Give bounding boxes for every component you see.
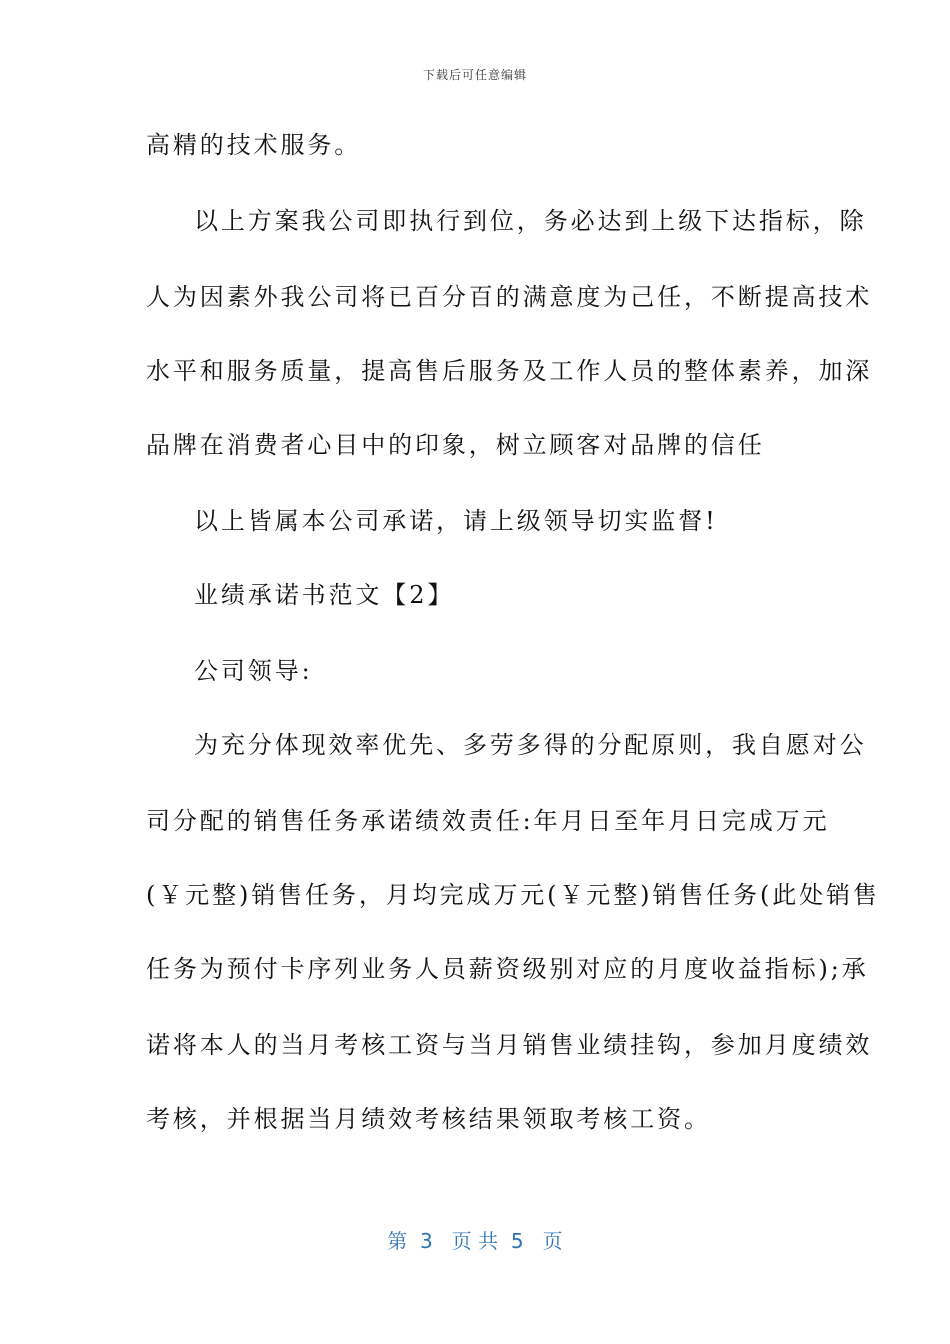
salutation: 公司领导:: [194, 657, 313, 685]
page-header: 下载后可任意编辑: [422, 68, 527, 82]
paragraph-line: 司分配的销售任务承诺绩效责任:年月日至年月日完成万元: [146, 807, 830, 835]
paragraph-line: 以上方案我公司即执行到位，务必达到上级下达指标，除: [194, 207, 867, 235]
page-number: 第 3 页 共 5 页: [387, 1229, 563, 1253]
paragraph-line: 为充分体现效率优先、多劳多得的分配原则，我自愿对公: [194, 731, 867, 759]
section-heading: 业绩承诺书范文【2】: [194, 581, 455, 609]
paragraph-line: 品牌在消费者心目中的印象，树立顾客对品牌的信任: [146, 431, 765, 459]
paragraph-line: 以上皆属本公司承诺，请上级领导切实监督!: [194, 507, 718, 535]
paragraph-line: 考核，并根据当月绩效考核结果领取考核工资。: [146, 1105, 711, 1133]
paragraph-line: 人为因素外我公司将已百分百的满意度为己任，不断提高技术: [146, 283, 873, 311]
paragraph-line: 高精的技术服务。: [146, 131, 362, 159]
paragraph-line: 水平和服务质量，提高售后服务及工作人员的整体素养，加深: [146, 357, 873, 385]
paragraph-line: 诺将本人的当月考核工资与当月销售业绩挂钩，参加月度绩效: [146, 1031, 873, 1059]
paragraph-line: (￥元整)销售任务，月均完成万元(￥元整)销售任务(此处销售: [146, 881, 880, 909]
paragraph-line: 任务为预付卡序列业务人员薪资级别对应的月度收益指标);承: [146, 955, 869, 983]
